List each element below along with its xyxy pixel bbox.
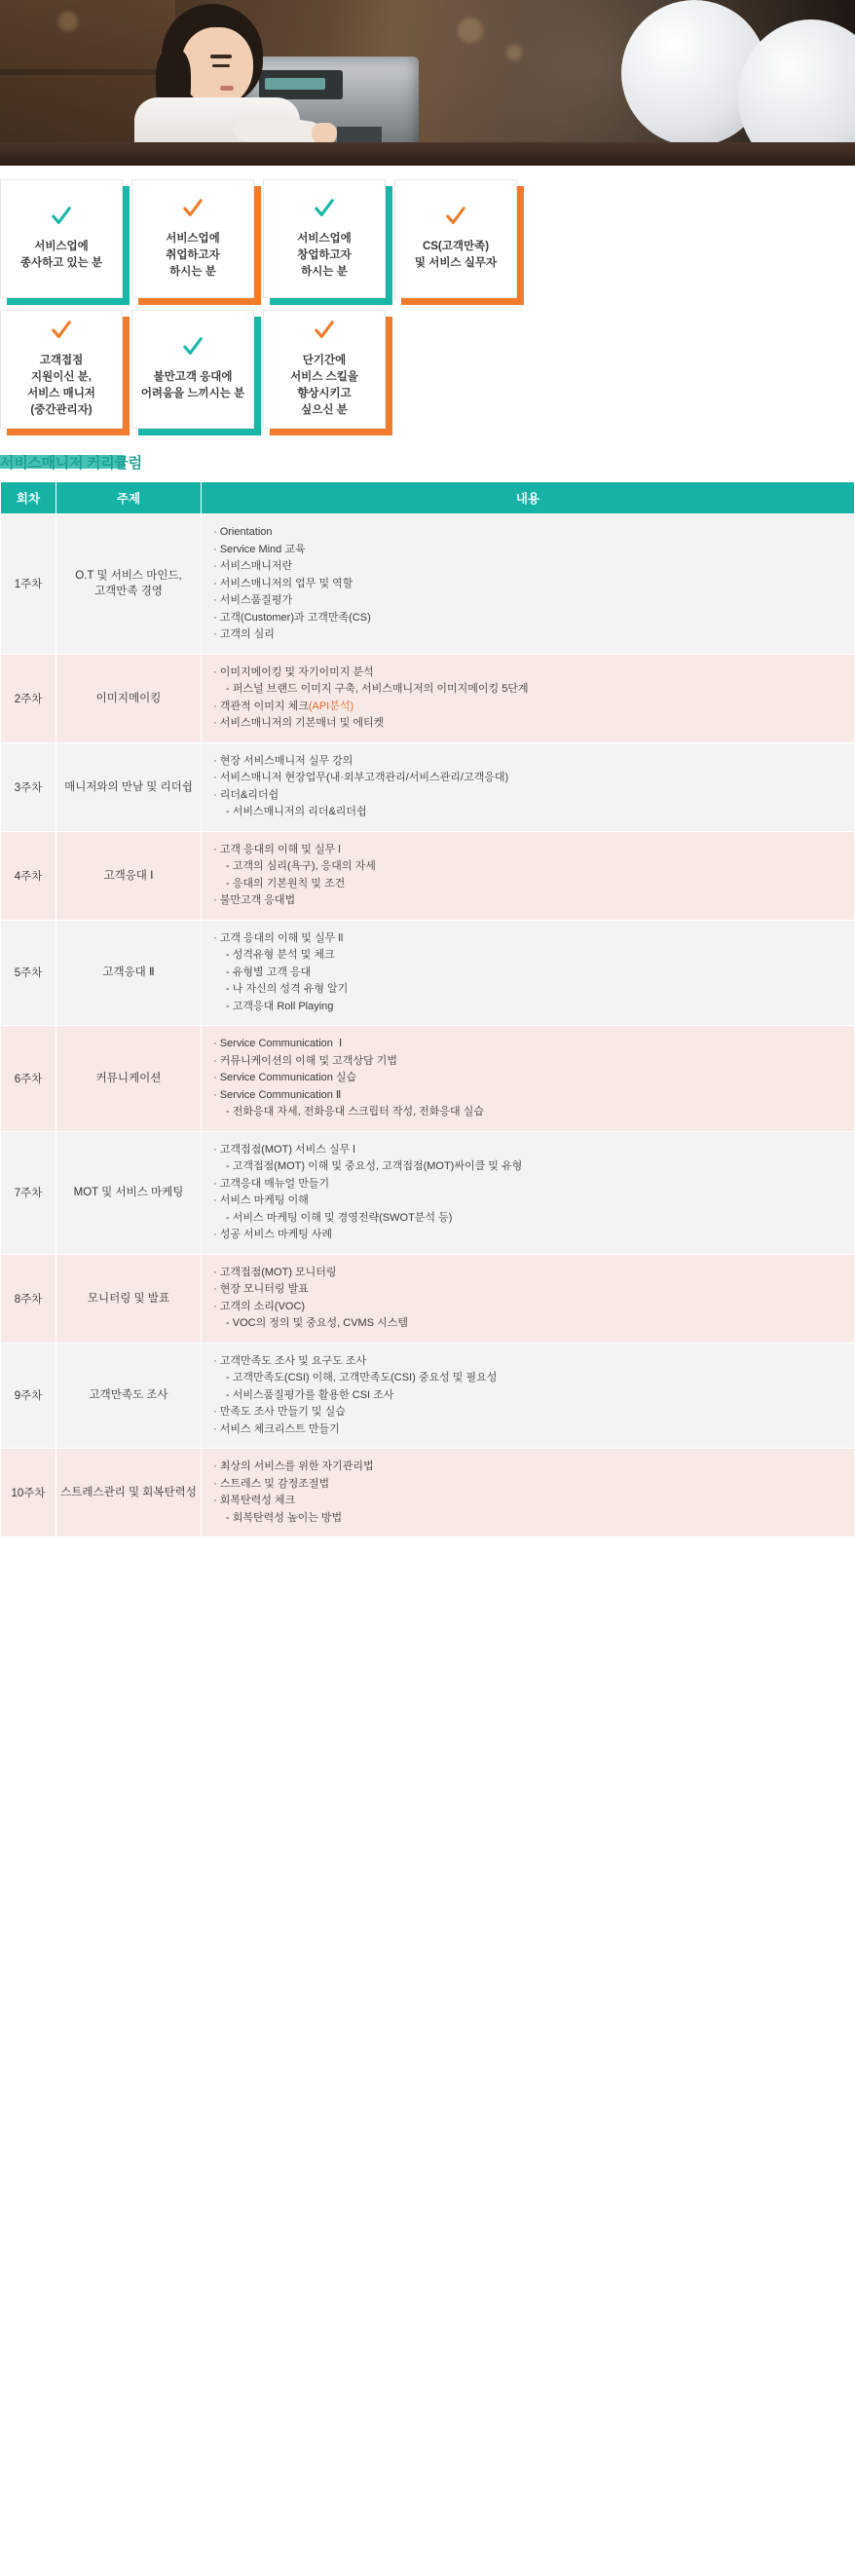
section-title xyxy=(0,452,855,474)
target-card xyxy=(131,310,254,429)
target-card-label: CS(고객만족) 및 서비스 실무자 xyxy=(414,241,498,269)
content-line: · 고객(Customer)과 고객만족(CS) xyxy=(213,611,371,624)
content-subline: - 서비스매니저의 리더&리더쉽 xyxy=(223,806,367,817)
content-line: · 커뮤니케이션의 이해 및 고객상담 기법 xyxy=(213,1054,397,1067)
check-icon xyxy=(445,206,466,227)
curriculum-table xyxy=(0,481,855,1537)
check-icon xyxy=(182,336,204,358)
content-subline: - 퍼스널 브랜드 이미지 구축, 서비스매니저의 이미지메이킹 5단계 xyxy=(223,683,529,695)
content-line: · 고객응대 매뉴얼 만들기 xyxy=(213,1177,330,1190)
table-row xyxy=(1,742,855,831)
content-subline: - 전화응대 자세, 전화응대 스크립터 작성, 전화응대 실습 xyxy=(223,1106,484,1118)
content-line: · 불만고객 응대법 xyxy=(213,894,296,906)
table-row xyxy=(1,1254,855,1343)
target-card xyxy=(131,179,254,298)
cell-week: 2주차 xyxy=(1,654,56,742)
lips xyxy=(220,86,234,91)
target-card xyxy=(263,179,386,298)
bokeh-light xyxy=(458,18,483,43)
check-icon xyxy=(182,198,204,219)
table-body xyxy=(1,514,855,1537)
content-line: · 리더&리더쉽 xyxy=(213,788,279,801)
content-line: · 고객 응대의 이해 및 실무 l xyxy=(213,843,341,855)
content-line: · Service Communication Ⅰ xyxy=(213,1038,343,1049)
content-line: · Service Communication Ⅱ xyxy=(213,1088,342,1101)
content-subline: - 유형별 고객 응대 xyxy=(223,966,312,978)
cell-week: 4주차 xyxy=(1,831,56,920)
card-front xyxy=(0,179,123,298)
table-row xyxy=(1,1449,855,1537)
content-line: · 최상의 서비스를 위한 자기관리법 xyxy=(213,1460,374,1472)
check-icon xyxy=(51,206,72,227)
content-line: · 고객만족도 조사 및 요구도 조사 xyxy=(213,1354,367,1367)
content-line: · 서비스매니저의 기본매너 및 에티켓 xyxy=(213,717,385,729)
eyebrow xyxy=(210,55,232,58)
target-card xyxy=(0,310,123,429)
table-row xyxy=(1,1131,855,1254)
content-line: · 서비스 마케팅 이해 xyxy=(213,1194,309,1206)
cell-week: 6주차 xyxy=(1,1026,56,1132)
cell-topic: 고객응대 Ⅰ xyxy=(56,831,202,920)
table-row xyxy=(1,1343,855,1449)
cell-topic: 고객응대 Ⅱ xyxy=(56,920,202,1026)
target-card xyxy=(0,179,123,298)
card-front xyxy=(131,179,254,298)
content-line: · Orientation xyxy=(213,526,273,538)
content-subline: - 고객응대 Roll Playing xyxy=(223,1000,334,1012)
content-line: · 스트레스 및 감정조절법 xyxy=(213,1477,330,1490)
barista-figure xyxy=(117,0,341,166)
table-row xyxy=(1,514,855,655)
content-subline: - 서비스 마케팅 이해 및 경영전략(SWOT분석 등) xyxy=(223,1211,453,1224)
cell-content xyxy=(202,742,855,831)
cell-topic: 매니저와의 만남 및 리더쉽 xyxy=(56,742,202,831)
cell-content xyxy=(202,514,855,655)
cell-content xyxy=(202,831,855,920)
target-card-label: 서비스업에 종사하고 있는 분 xyxy=(19,241,103,269)
content-line: · 서비스매니저 현장업무(내·외부고객관리/서비스관리/고객응대) xyxy=(213,772,509,783)
cell-content xyxy=(202,1131,855,1254)
check-icon xyxy=(51,320,72,341)
content-line: · Service Mind 교육 xyxy=(213,543,306,555)
cell-topic: 커뮤니케이션 xyxy=(56,1026,202,1132)
card-front xyxy=(263,179,386,298)
content-line: · 이미지메이킹 및 자기이미지 분석 xyxy=(213,665,374,678)
content-line: · 성공 서비스 마케팅 사례 xyxy=(213,1229,333,1240)
content-subline: - VOC의 정의 및 중요성, CVMS 시스템 xyxy=(223,1317,408,1329)
content-line: · 회복탄력성 체크 xyxy=(213,1495,296,1506)
content-line: · 현장 서비스매니저 실무 강의 xyxy=(213,754,353,767)
cell-topic: O.T 및 서비스 마인드, 고객만족 경영 xyxy=(56,514,202,655)
content-line: · 서비스매니저의 업무 및 역할 xyxy=(213,577,353,589)
content-line: · 고객 응대의 이해 및 실무 ll xyxy=(213,931,344,944)
cell-content xyxy=(202,1343,855,1449)
eye xyxy=(212,64,230,67)
counter xyxy=(0,142,855,166)
cell-week: 3주차 xyxy=(1,742,56,831)
cell-week: 5주차 xyxy=(1,920,56,1026)
card-front xyxy=(0,310,123,429)
content-subline: - 응대의 기본원칙 및 조건 xyxy=(223,877,346,890)
card-front xyxy=(131,310,254,429)
col-header-content: 내용 xyxy=(202,482,855,514)
table-row xyxy=(1,654,855,742)
content-subline: - 서비스품질평가를 활용한 CSI 조사 xyxy=(223,1388,394,1401)
table-row xyxy=(1,920,855,1026)
cell-topic: MOT 및 서비스 마케팅 xyxy=(56,1131,202,1254)
cell-topic: 이미지메이킹 xyxy=(56,654,202,742)
content-line: · 만족도 조사 만들기 및 실습 xyxy=(213,1406,346,1418)
cell-week: 10주차 xyxy=(1,1449,56,1537)
target-card-label: 불만고객 응대에 어려움을 느끼시는 분 xyxy=(140,371,245,399)
table-head xyxy=(1,482,855,514)
content-line: · 현장 모니터링 발표 xyxy=(213,1283,309,1295)
cell-topic: 모니터링 및 발표 xyxy=(56,1254,202,1343)
col-header-week: 회차 xyxy=(1,482,56,514)
content-line: · 고객접점(MOT) 서비스 실무 l xyxy=(213,1143,355,1155)
cell-content xyxy=(202,1026,855,1132)
cell-topic: 고객만족도 조사 xyxy=(56,1343,202,1449)
target-card-label: 단기간에 서비스 스킬을 향상시키고 싶으신 분 xyxy=(290,355,358,416)
table-row xyxy=(1,1026,855,1132)
cell-week: 8주차 xyxy=(1,1254,56,1343)
content-subline: - 나 자신의 성격 유형 알기 xyxy=(223,983,349,995)
cell-week: 9주차 xyxy=(1,1343,56,1449)
target-card-label: 고객접점 지원이신 분, 서비스 매니저 (중간관리자) xyxy=(27,355,95,416)
content-line: · 서비스 체크리스트 만들기 xyxy=(213,1422,340,1435)
check-icon xyxy=(314,198,335,219)
hand xyxy=(312,123,337,144)
content-subline: - 회복탄력성 높이는 방법 xyxy=(223,1511,343,1524)
hero-photo xyxy=(0,0,855,166)
content-line: · 서비스매니저란 xyxy=(213,560,293,572)
target-card-label: 서비스업에 취업하고자 하시는 분 xyxy=(166,232,220,278)
cell-content xyxy=(202,1254,855,1343)
content-line: · 고객접점(MOT) 모니터링 xyxy=(213,1266,337,1278)
content-line: · 고객의 소리(VOC) xyxy=(213,1300,306,1312)
table-header-row xyxy=(1,482,855,514)
content-subline: - 성격유형 분석 및 체크 xyxy=(223,949,335,961)
card-row xyxy=(0,179,855,310)
cell-content xyxy=(202,654,855,742)
content-line: · 서비스품질평가 xyxy=(213,594,293,606)
card-row xyxy=(0,310,855,440)
bokeh-light xyxy=(506,45,522,60)
cell-week: 7주차 xyxy=(1,1131,56,1254)
cell-week: 1주차 xyxy=(1,514,56,655)
card-front xyxy=(263,310,386,429)
target-card xyxy=(394,179,517,298)
content-line: · 객관적 이미지 체크(API분석) xyxy=(213,700,354,712)
cell-content xyxy=(202,1449,855,1537)
bokeh-light xyxy=(58,12,78,31)
face xyxy=(181,27,253,107)
target-card xyxy=(263,310,386,429)
content-accent-note: (API분석) xyxy=(308,700,354,712)
cell-content xyxy=(202,920,855,1026)
target-audience-cards xyxy=(0,166,855,446)
target-card-label: 서비스업에 창업하고자 하시는 분 xyxy=(297,232,352,278)
content-subline: - 고객접점(MOT) 이해 및 중요성, 고객접점(MOT)싸이클 및 유형 xyxy=(223,1160,523,1172)
check-icon xyxy=(314,320,335,341)
col-header-topic: 주제 xyxy=(56,482,202,514)
content-subline: - 고객의 심리(욕구), 응대의 자세 xyxy=(223,860,376,872)
cell-topic: 스트레스관리 및 회복탄력성 xyxy=(56,1449,202,1537)
section-title-text: 서비스매니저 커리큘럼 xyxy=(0,455,142,472)
card-front xyxy=(394,179,517,298)
content-line: · 고객의 심리 xyxy=(213,628,275,640)
content-line: · Service Communication 실습 xyxy=(213,1072,357,1083)
content-subline: - 고객만족도(CSI) 이해, 고객만족도(CSI) 중요성 및 필요성 xyxy=(223,1372,498,1383)
table-row xyxy=(1,831,855,920)
